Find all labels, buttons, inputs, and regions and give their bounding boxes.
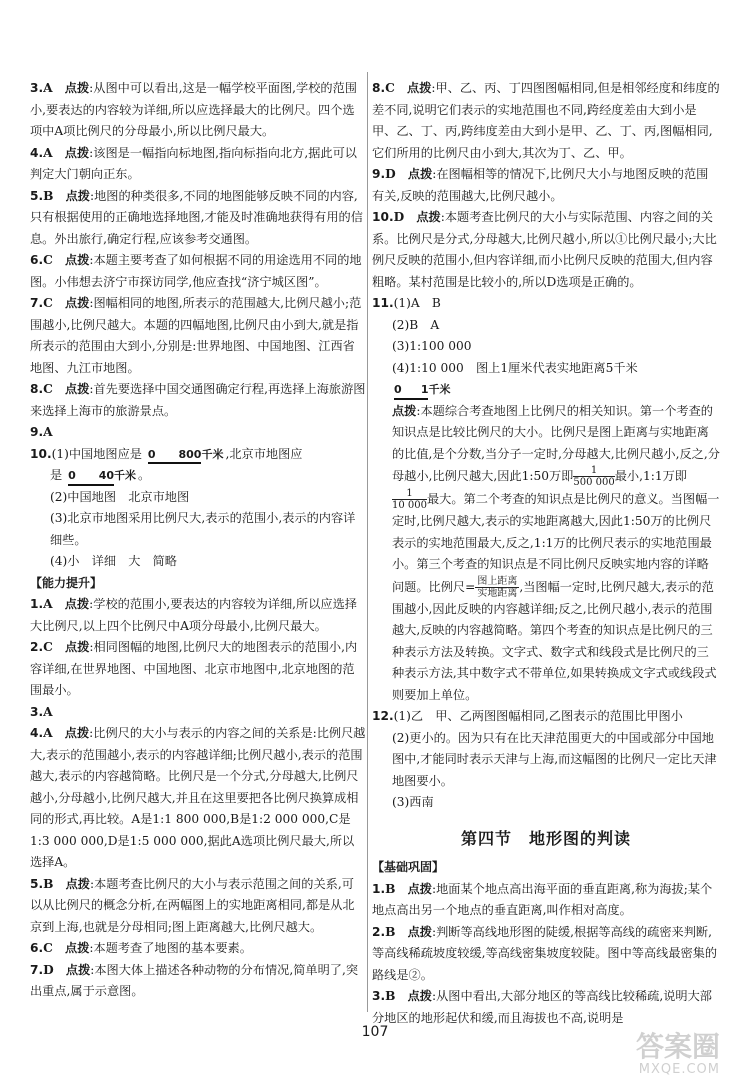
basic-item-3: 3.B 点拨:从图中看出,大部分地区的等高线比较稀疏,说明大部分地区的地形起伏和缓,而且海拔也不高,说明是 xyxy=(372,989,712,1025)
ability-item-6: 6.C 点拨:本题考查了地图的基本要素。 xyxy=(30,941,252,955)
section-basic-heading: 【基础巩固】 xyxy=(372,860,445,874)
ability-item-5: 5.B 点拨:本题考查比例尺的大小与表示范围之间的关系,可以从比例尺的概念分析,在两幅图上的实地距离相同,都是从北京到上海,也就是分母相同;图上距离越大,比例尺越大。 xyxy=(30,876,355,934)
answer-item-7: 7.C 点拨:图幅相同的地图,所表示的范围越大,比例尺越小;范围越小,比例尺越大。本题的四幅地图,比例尺由小到大,就是指所表示的范围由大到小,分别是:世界地图、中国地图、江西省地图、九江市地图。 xyxy=(30,296,362,375)
fraction-1-10000: $\frac{1}{10 000}$ xyxy=(392,488,427,511)
answer-item-11-explain: 点拨:本题综合考查地图上比例尺的相关知识。第一个考查的知识点是比较比例尺的大小。比例尺是图上距离与实地距离的比值,是个分数,当分子一定时,分母越大,比例尺越小,反之,分母越小,比例尺越大,因此1:50万即 $\frac{1}{500 000}$ 最小,1:1万即 $\frac{1}{10 000}$ 最大。第二个考查的知识点是比例尺的意义。当图幅一定时,比例尺越大,表示的实地距离越大,因此1:50万的比例尺表示的实地范围最大,反之,1:1万的比例尺表示的实地范围最小。第三个考查的知识点是不同比例尺反映实地内容的详略问题。比例尺= $\frac{\text{图上距离}}{\text{实地距离}}$ ,当图幅一定时,比例尺越大,表示的范围越小,因此反映的内容越详细;反之,比例尺越小,表示的范围越大,反映的内容越简略。第四个考查的知识点是比例尺的三种表示方法及转换。文字式、数字式和线段式是比例尺的三种表示方法,其中数字式不带单位,如果转换成文字式或线段式则要加上单位。 xyxy=(392,403,720,702)
answer-item-11-p2: (2)B A xyxy=(392,317,440,332)
answer-item-10-p3: (3)北京市地图采用比例尺大,表示的范围小,表示的内容详细些。 xyxy=(50,511,356,547)
fraction-scale-definition: $\frac{\text{图上距离}}{\text{实地距离}}$ xyxy=(477,575,518,599)
answer-item-10-p4: (4)小 详细 大 简略 xyxy=(50,554,177,568)
answer-item-5: 5.B 点拨:地图的种类很多,不同的地图能够反映不同的内容,只有根据使用的正确地选择地图,才能及时准确地获得有用的信息。外出旅行,确定行程,应该参考交通图。 xyxy=(30,188,363,246)
basic-item-2: 2.B 点拨:判断等高线地形图的陡缓,根据等高线的疏密来判断,等高线稀疏坡度较缓,等高线密集坡度较陡。图中等高线最密集的路线是②。 xyxy=(372,924,718,982)
answer-item-11-scale xyxy=(372,379,720,401)
answer-item-6: 6.C 点拨:本题主要考查了如何根据不同的用途选用不同的地图。小伟想去济宁市探访同学,他应查找“济宁城区图”。 xyxy=(30,253,362,289)
left-column xyxy=(30,78,366,1003)
answer-item-3: 3.A 点拨:从图中可以看出,这是一幅学校平面图,学校的范围小,要表达的内容较为详细,所以应选择最大的比例尺。四个选项中A项比例尺的分母最小,所以比例尺最大。 xyxy=(30,81,357,138)
scale-bar-40km: 0 40千米 xyxy=(66,465,138,487)
ability-item-3: 3.A xyxy=(30,704,53,719)
ability-item-4: 4.A 点拨:比例尺的大小与表示的内容之间的关系是:比例尺越大,表示的范围越小,表示的内容越详细;比例尺越小,表示的范围越大,表示的内容越简略。比例尺是一个分式,分母越大,比例尺越小,分母越小,比例尺越大,并且在这里要把各比例尺换算成相同的形式,再比较。A是1:1 800 000,B是1:2 000 000,C是1:3 000 000,D是1:5 000 000,据此A选项比例尺最大,所以选择A。 xyxy=(30,726,366,869)
watermark-logo: 答案圈 xyxy=(635,1030,720,1063)
basic-item-1: 1.B 点拨:地面某个地点高出海平面的垂直距离,称为海拔;某个地点高出另一个地点的垂直距离,叫作相对高度。 xyxy=(372,881,713,917)
ability-item-1: 1.A 点拨:学校的范围小,要表达的内容较为详细,所以应选择大比例尺,以上四个比例尺中A项分母最小,比例尺最大。 xyxy=(30,597,357,633)
page-number: 107 xyxy=(361,1024,389,1040)
fraction-1-500000: $\frac{1}{500 000}$ xyxy=(573,465,615,488)
answer-item-8-right: 8.C 点拨:甲、乙、丙、丁四图图幅相同,但是相邻经度和纬度的差不同,说明它们表示的实地范围也不同,跨经度差由大到小是甲、乙、丁、丙,跨纬度差由大到小是甲、乙、丁、丙,图幅相同,它们所用的比例尺由小到大,其次为丁、乙、甲。 xyxy=(372,81,720,160)
answer-item-9-right: 9.D 点拨:在图幅相等的情况下,比例尺大小与地图反映的范围有关,反映的范围越大,比例尺越小。 xyxy=(372,167,709,203)
answer-item-10-line2: 是 0 40千米 。 xyxy=(30,465,366,487)
watermark-url: MXQE.COM xyxy=(638,1062,720,1077)
right-column xyxy=(372,78,720,1029)
answer-item-9: 9.A xyxy=(30,425,53,439)
scale-bar-1km: 0 1千米 xyxy=(392,379,452,401)
answer-item-8: 8.C 点拨:首先要选择中国交通图确定行程,再选择上海旅游图来选择上海市的旅游景点。 xyxy=(30,382,366,418)
answer-item-4: 4.A 点拨:该图是一幅指向标地图,指向标指向北方,据此可以判定大门朝向正东。 xyxy=(30,145,357,181)
answer-item-10-right: 10.D 点拨:本题考查比例尺的大小与实际范围、内容之间的关系。比例尺是分式,分母越大,比例尺越小,所以①比例尺最小;大比例尺反映的范围小,但内容详细,而小比例尺反映的范围大,但内容粗略。某村范围是比较小的,所以D选项是正确的。 xyxy=(372,210,717,289)
answer-item-12: 12.(1)乙 甲、乙两图图幅相同,乙图表示的范围比甲图小 xyxy=(372,709,683,723)
ability-item-2: 2.C 点拨:相同图幅的地图,比例尺大的地图表示的范围小,内容详细,在世界地图、中国地图、北京市地图中,北京地图的范围最小。 xyxy=(30,640,358,697)
answer-item-12-p3: (3)西南 xyxy=(392,795,434,809)
section-title: 第四节 地形图的判读 xyxy=(460,828,631,848)
scale-bar-800km: 0 800千米 xyxy=(146,444,226,466)
answer-item-11-p4: (4)1:10 000 图上1厘米代表实地距离5千米 xyxy=(392,360,638,375)
answer-item-12-p2: (2)更小的。因为只有在比天津范围更大的中国或部分中国地图中,才能同时表示天津与上海,而这幅图的比例尺一定比天津地图要小。 xyxy=(392,730,717,788)
answer-item-10: 10.(1)中国地图应是 0 800千米 ,北京市地图应 xyxy=(30,444,366,466)
column-divider xyxy=(367,72,368,1012)
answer-item-10-p2: (2)中国地图 北京市地图 xyxy=(50,489,190,504)
answer-item-11-p3: (3)1:100 000 xyxy=(392,339,472,353)
answer-item-11: 11.(1)A B xyxy=(372,296,441,310)
ability-item-7: 7.D 点拨:本图大体上描述各种动物的分布情况,简单明了,突出重点,属于示意图。 xyxy=(30,962,359,998)
section-ability-heading: 【能力提升】 xyxy=(30,575,103,590)
